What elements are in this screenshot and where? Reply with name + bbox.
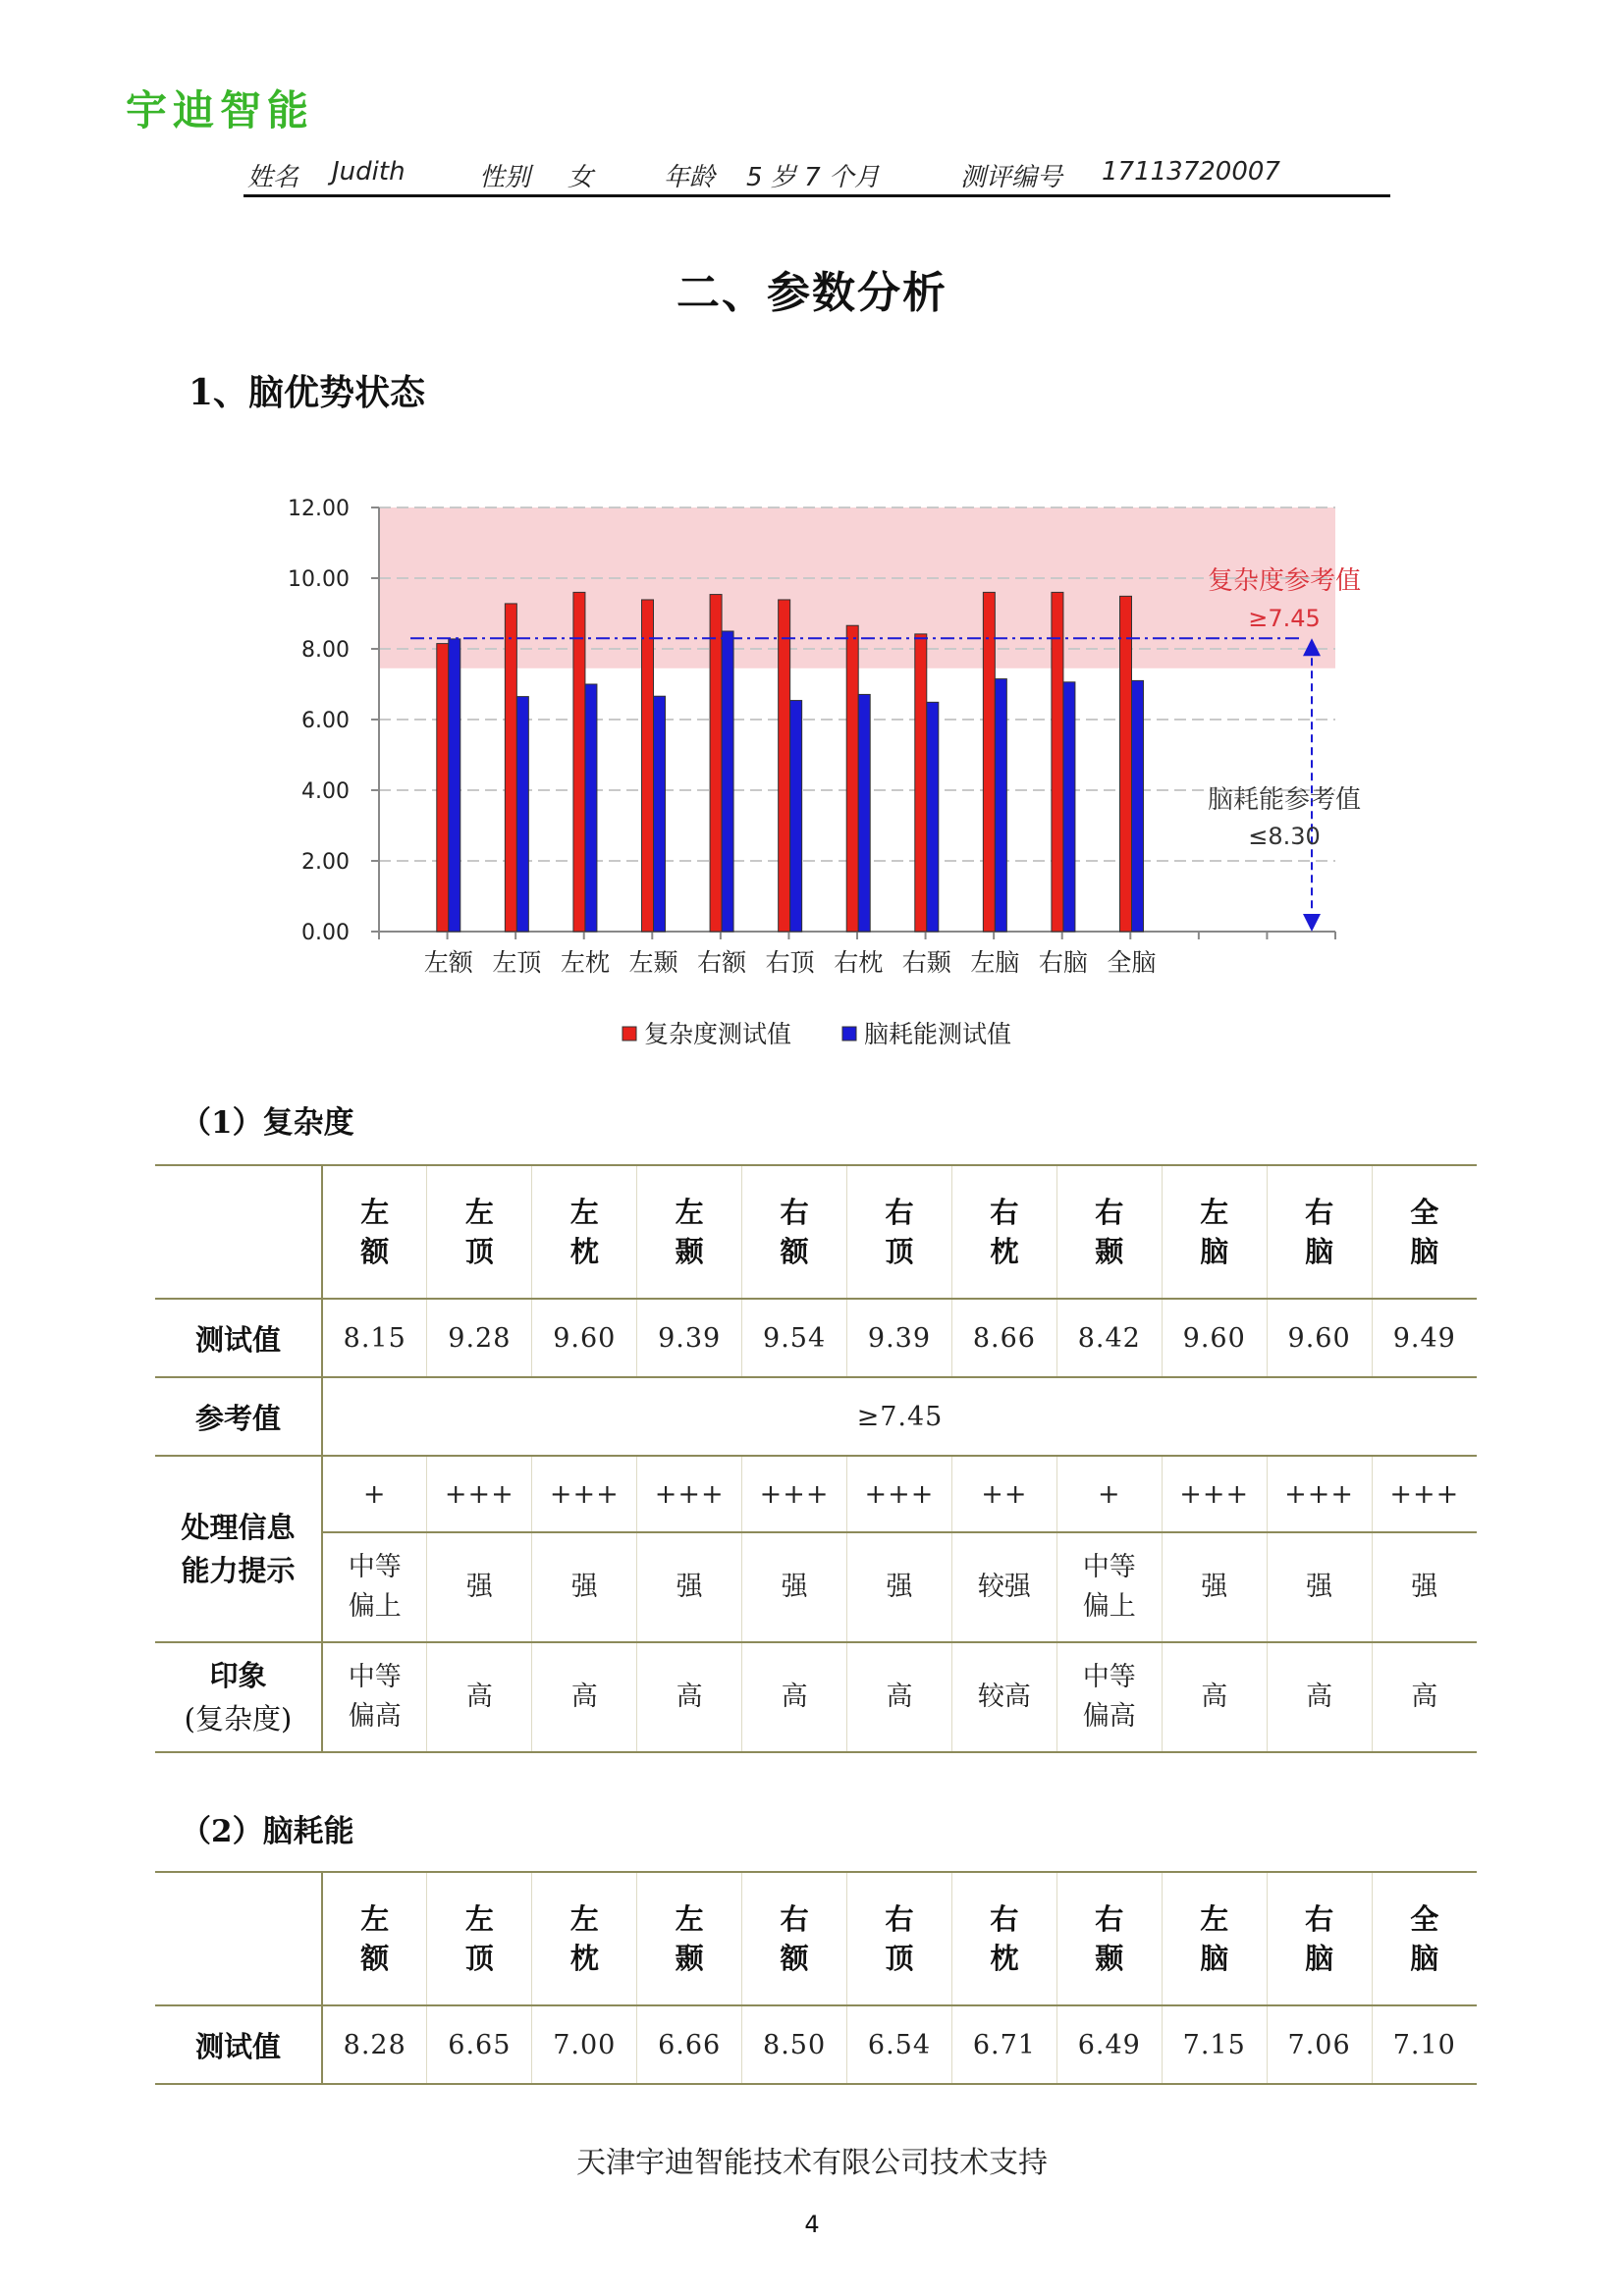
age-label: 年龄 [664, 163, 716, 192]
capacity-level [427, 1532, 532, 1642]
impression-value [427, 1642, 532, 1752]
y-tick-label: 6.00 [301, 709, 350, 733]
column-header-line1: 左 [1200, 1196, 1229, 1229]
column-header [1267, 1165, 1372, 1299]
capacity-level-line1: 强 [1306, 1572, 1333, 1602]
column-header-line1: 右 [885, 1902, 914, 1936]
column-header-line2: 枕 [990, 1235, 1019, 1268]
capacity-level [1372, 1532, 1477, 1642]
column-header [1372, 1165, 1477, 1299]
impression-value-line1: 高 [465, 1682, 493, 1712]
energy-test-value: 7.15 [1162, 2005, 1267, 2084]
column-header-line1: 左 [569, 1196, 599, 1229]
complexity-bar [1120, 596, 1132, 932]
reference-value: ≥7.45 [322, 1377, 1477, 1456]
column-header [847, 1165, 952, 1299]
capacity-level [1056, 1532, 1162, 1642]
capacity-level-line1: 较强 [977, 1572, 1031, 1602]
capacity-level-line1: 强 [676, 1572, 703, 1602]
capacity-level-line1: 强 [1411, 1572, 1438, 1602]
impression-value [951, 1642, 1056, 1752]
energy-test-value: 8.50 [742, 2005, 847, 2084]
impression-value-line1: 中等 [1082, 1662, 1136, 1692]
section-title: 1、脑优势状态 [189, 372, 426, 413]
capacity-level-line1: 中等 [1082, 1552, 1136, 1582]
impression-value-line1: 高 [1306, 1682, 1333, 1712]
column-header-line2: 顶 [464, 1235, 494, 1268]
complexity-bar [779, 600, 790, 932]
complexity-reference-label: 复杂度参考值 [1207, 566, 1362, 596]
column-header-line1: 右 [990, 1902, 1019, 1936]
x-category-label: 左颞 [628, 948, 678, 977]
impression-value [532, 1642, 637, 1752]
complexity-bar [1052, 592, 1063, 932]
column-header-line2: 颞 [1095, 1235, 1124, 1268]
energy-bar [1132, 680, 1144, 932]
impression-sublabel: (复杂度) [184, 1702, 293, 1735]
impression-value-line1: 高 [886, 1682, 913, 1712]
capacity-level-line1: 强 [465, 1572, 493, 1602]
column-header-line2: 脑 [1305, 1942, 1334, 1975]
capacity-symbol: +++ [1372, 1456, 1477, 1532]
complexity-test-value: 8.42 [1056, 1299, 1162, 1377]
column-header-line2: 颞 [1095, 1942, 1124, 1975]
arrow-head-down [1303, 914, 1321, 932]
column-header-line2: 枕 [569, 1942, 599, 1975]
column-header [1162, 1872, 1267, 2005]
footer-text: 天津宇迪智能技术有限公司技术支持 [576, 2146, 1048, 2180]
capacity-level [637, 1532, 742, 1642]
company-logo: 宇迪智能 [126, 86, 315, 134]
column-header-line1: 右 [1305, 1902, 1334, 1936]
column-header-line1: 左 [360, 1196, 390, 1229]
capacity-symbol: +++ [427, 1456, 532, 1532]
energy-test-value: 7.00 [532, 2005, 637, 2084]
capacity-level [1267, 1532, 1372, 1642]
capacity-level-line2: 偏上 [348, 1591, 402, 1622]
energy-test-value: 6.65 [427, 2005, 532, 2084]
column-header-line2: 额 [360, 1235, 390, 1268]
x-category-label: 右枕 [834, 948, 884, 977]
energy-bar [585, 684, 597, 932]
column-header-line1: 左 [464, 1196, 494, 1229]
impression-value [322, 1642, 427, 1752]
energy-reference-value: ≤8.30 [1248, 823, 1321, 850]
energy-bar [449, 639, 460, 932]
column-header-line1: 全 [1410, 1902, 1439, 1936]
capacity-symbol: +++ [532, 1456, 637, 1532]
impression-value [847, 1642, 952, 1752]
corner-cell [155, 1165, 322, 1299]
complexity-bar [505, 604, 516, 932]
column-header [637, 1165, 742, 1299]
energy-test-value: 6.49 [1056, 2005, 1162, 2084]
column-header-line2: 额 [360, 1942, 390, 1975]
impression-value-line1: 高 [781, 1682, 808, 1712]
capacity-level [742, 1532, 847, 1642]
energy-test-value: 7.06 [1267, 2005, 1372, 2084]
capacity-symbol: +++ [1162, 1456, 1267, 1532]
column-header-line1: 全 [1410, 1196, 1439, 1229]
x-category-label: 左顶 [492, 948, 542, 977]
column-header [742, 1872, 847, 2005]
complexity-title: （1）复杂度 [181, 1105, 354, 1141]
impression-value [1056, 1642, 1162, 1752]
column-header [637, 1872, 742, 2005]
column-header-line2: 顶 [885, 1942, 914, 1975]
complexity-test-value: 9.28 [427, 1299, 532, 1377]
column-header-line1: 右 [780, 1902, 809, 1936]
complexity-test-value: 9.60 [1267, 1299, 1372, 1377]
energy-test-value: 7.10 [1372, 2005, 1477, 2084]
complexity-bar [846, 625, 858, 932]
name-value: Judith [332, 157, 406, 187]
complexity-test-value: 9.39 [847, 1299, 952, 1377]
column-header-line2: 枕 [569, 1235, 599, 1268]
corner-cell [155, 1872, 322, 2005]
column-header [322, 1165, 427, 1299]
impression-value-line1: 高 [570, 1682, 598, 1712]
energy-bar [516, 697, 528, 932]
column-header [427, 1872, 532, 2005]
column-header-line1: 右 [990, 1196, 1019, 1229]
row-label-test: 测试值 [155, 2005, 322, 2084]
legend-swatch-energy [842, 1027, 856, 1041]
capacity-level-line1: 中等 [348, 1552, 402, 1582]
column-header-line1: 左 [675, 1902, 704, 1936]
capacity-level-line2: 偏上 [1082, 1591, 1136, 1622]
complexity-test-value: 9.39 [637, 1299, 742, 1377]
complexity-bar [710, 595, 722, 932]
impression-value [637, 1642, 742, 1752]
column-header-line2: 枕 [990, 1942, 1019, 1975]
complexity-test-value: 9.54 [742, 1299, 847, 1377]
column-header-line1: 右 [1095, 1196, 1124, 1229]
capacity-symbol: +++ [637, 1456, 742, 1532]
column-header-line2: 脑 [1410, 1235, 1439, 1268]
column-header-line1: 右 [885, 1196, 914, 1229]
column-header-line1: 右 [1095, 1902, 1124, 1936]
column-header [1056, 1165, 1162, 1299]
impression-value-line1: 高 [1201, 1682, 1228, 1712]
capacity-label: 处理信息能力提示 [181, 1511, 296, 1587]
capacity-symbol: +++ [1267, 1456, 1372, 1532]
impression-value-line2: 偏高 [1082, 1701, 1136, 1732]
column-header-line2: 额 [780, 1942, 809, 1975]
x-category-label: 全脑 [1107, 948, 1157, 977]
energy-test-value: 6.71 [951, 2005, 1056, 2084]
complexity-bar [437, 644, 449, 932]
name-label: 姓名 [247, 163, 299, 192]
legend-label-complexity: 复杂度测试值 [644, 1020, 792, 1048]
column-header-line2: 脑 [1200, 1235, 1229, 1268]
legend-label-energy: 脑耗能测试值 [864, 1020, 1012, 1048]
x-category-label: 右脑 [1038, 948, 1088, 977]
impression-value-line2: 偏高 [348, 1701, 402, 1732]
column-header [742, 1165, 847, 1299]
column-header-line2: 颞 [675, 1942, 704, 1975]
capacity-level-line1: 强 [1201, 1572, 1228, 1602]
energy-bar [995, 679, 1006, 932]
column-header-line2: 脑 [1305, 1235, 1334, 1268]
complexity-reference-value: ≥7.45 [1248, 605, 1321, 632]
column-header [322, 1872, 427, 2005]
complexity-bar [915, 634, 927, 932]
energy-test-value: 6.66 [637, 2005, 742, 2084]
complexity-test-value: 8.15 [322, 1299, 427, 1377]
row-label-impression [155, 1642, 322, 1752]
x-category-label: 左额 [423, 948, 473, 977]
column-header [1056, 1872, 1162, 2005]
energy-bar [1063, 682, 1075, 932]
x-category-label: 左脑 [970, 948, 1020, 977]
impression-value [1267, 1642, 1372, 1752]
capacity-symbol: + [1056, 1456, 1162, 1532]
y-tick-label: 10.00 [288, 567, 350, 592]
column-header-line1: 左 [464, 1902, 494, 1936]
capacity-level [847, 1532, 952, 1642]
energy-bar [722, 631, 733, 932]
impression-value-line1: 高 [1411, 1682, 1438, 1712]
id-label: 测评编号 [960, 163, 1063, 192]
age-value: 5 岁 7 个月 [746, 163, 880, 192]
column-header [427, 1165, 532, 1299]
energy-bar [654, 696, 666, 932]
complexity-test-value: 9.49 [1372, 1299, 1477, 1377]
column-header-line1: 右 [780, 1196, 809, 1229]
y-tick-label: 12.00 [288, 497, 350, 521]
complexity-bar [983, 592, 995, 932]
complexity-bar [642, 600, 654, 932]
column-header [532, 1872, 637, 2005]
column-header [532, 1165, 637, 1299]
gender-value: 女 [568, 163, 594, 192]
column-header-line1: 左 [569, 1902, 599, 1936]
column-header-line1: 左 [360, 1902, 390, 1936]
complexity-table [155, 1164, 1477, 1753]
impression-value-line1: 中等 [348, 1662, 402, 1692]
column-header-line1: 左 [1200, 1902, 1229, 1936]
complexity-bar [573, 592, 585, 932]
capacity-level-line1: 强 [886, 1572, 913, 1602]
column-header-line2: 顶 [885, 1235, 914, 1268]
row-label-capacity [155, 1456, 322, 1642]
capacity-symbol: + [322, 1456, 427, 1532]
x-category-label: 左枕 [560, 948, 610, 977]
y-tick-label: 0.00 [301, 921, 350, 945]
impression-value-line1: 较高 [977, 1682, 1031, 1712]
row-label-test: 测试值 [155, 1299, 322, 1377]
impression-label: 印象 [209, 1659, 267, 1692]
energy-test-value: 6.54 [847, 2005, 952, 2084]
energy-bar [927, 702, 939, 932]
impression-value [1162, 1642, 1267, 1752]
page-title: 二、参数分析 [677, 268, 947, 318]
column-header [1162, 1165, 1267, 1299]
capacity-level-line1: 强 [781, 1572, 808, 1602]
complexity-test-value: 9.60 [1162, 1299, 1267, 1377]
column-header-line1: 左 [675, 1196, 704, 1229]
capacity-symbol: +++ [742, 1456, 847, 1532]
capacity-symbol: +++ [847, 1456, 952, 1532]
y-tick-label: 2.00 [301, 850, 350, 875]
complexity-test-value: 9.60 [532, 1299, 637, 1377]
energy-bar [790, 701, 802, 932]
capacity-level [322, 1532, 427, 1642]
y-tick-label: 8.00 [301, 638, 350, 663]
energy-test-value: 8.28 [322, 2005, 427, 2084]
impression-value [1372, 1642, 1477, 1752]
column-header [847, 1872, 952, 2005]
energy-title: （2）脑耗能 [181, 1814, 354, 1849]
column-header-line2: 脑 [1410, 1942, 1439, 1975]
legend-swatch-complexity [623, 1027, 636, 1041]
capacity-level [532, 1532, 637, 1642]
column-header [1267, 1872, 1372, 2005]
impression-value [742, 1642, 847, 1752]
id-value: 17113720007 [1102, 157, 1280, 187]
gender-label: 性别 [479, 163, 531, 192]
capacity-level [951, 1532, 1056, 1642]
column-header-line2: 顶 [464, 1942, 494, 1975]
impression-value-line1: 高 [676, 1682, 703, 1712]
column-header-line2: 额 [780, 1235, 809, 1268]
capacity-level-line1: 强 [570, 1572, 598, 1602]
column-header [1372, 1872, 1477, 2005]
x-category-label: 右顶 [765, 948, 815, 977]
energy-bar [858, 694, 870, 932]
energy-reference-label: 脑耗能参考值 [1207, 785, 1362, 815]
page-number: 4 [804, 2211, 820, 2238]
row-label-reference: 参考值 [155, 1377, 322, 1456]
y-tick-label: 4.00 [301, 779, 350, 804]
column-header-line1: 右 [1305, 1196, 1334, 1229]
energy-table [155, 1871, 1477, 2085]
column-header [951, 1165, 1056, 1299]
x-category-label: 右额 [697, 948, 747, 977]
column-header-line2: 颞 [675, 1235, 704, 1268]
column-header [951, 1872, 1056, 2005]
x-category-label: 右颞 [901, 948, 951, 977]
column-header-line2: 脑 [1200, 1942, 1229, 1975]
capacity-symbol: ++ [951, 1456, 1056, 1532]
capacity-level [1162, 1532, 1267, 1642]
complexity-test-value: 8.66 [951, 1299, 1056, 1377]
